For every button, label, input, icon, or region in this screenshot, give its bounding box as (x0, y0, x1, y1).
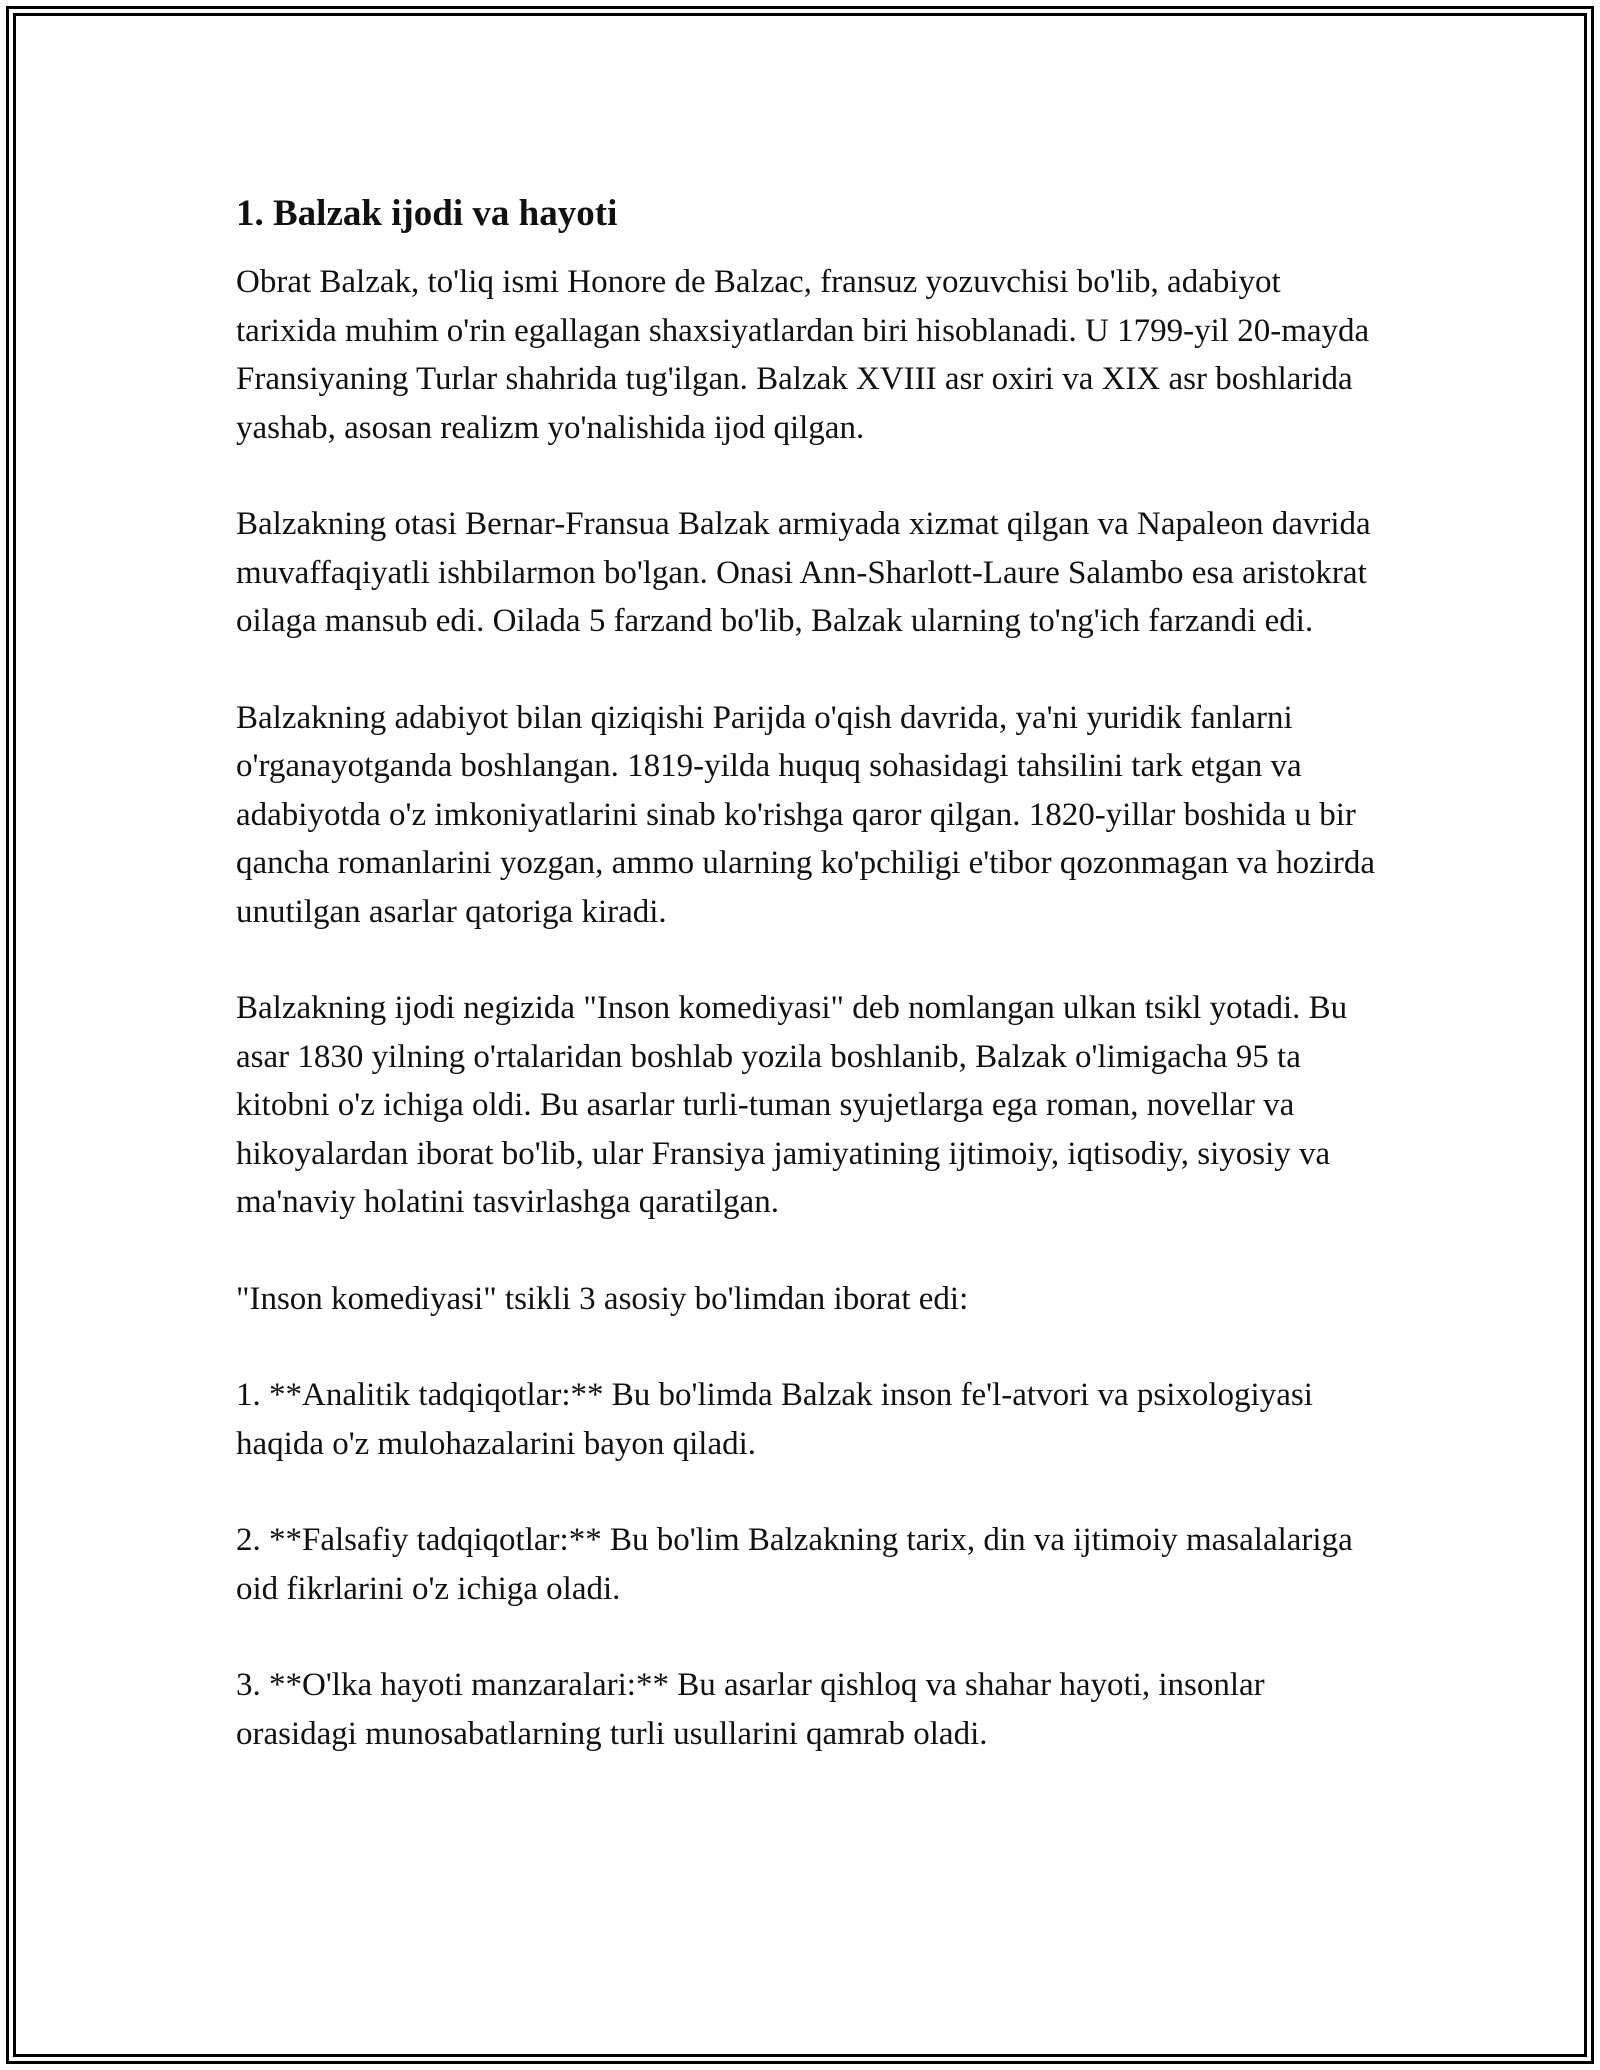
document-body (236, 188, 1386, 1806)
section-heading: 1. Balzak ijodi va hayoti (236, 193, 618, 234)
list-item-provincial-life: 3. **O'lka hayoti manzaralari:** Bu asarlar qishloq va shahar hayoti, insonlar orasidagi munosabatlarning turli usullarini qamrab oladi. (236, 1667, 1265, 1752)
paragraph-human-comedy: Balzakning ijodi negizida "Inson komediyasi" deb nomlangan ulkan tsikl yotadi. Bu asar 1830 yilning o'rtalaridan boshlab yozila boshlanib, Balzak o'limigacha 95 ta kitobni o'z ichiga oldi. Bu asarlar turli-tuman syujetlarga ega roman, novellar va hikoyalardan iborat bo'lib, ular Fransiya jamiyatining ijtimoiy, iqtisodiy, siyosiy va ma'naviy holatini tasvirlashga qaratilgan. (236, 990, 1348, 1220)
list-item-philosophical-studies: 2. **Falsafiy tadqiqotlar:** Bu bo'lim Balzakning tarix, din va ijtimoiy masalalariga oid fikrlarini o'z ichiga oladi. (236, 1522, 1353, 1607)
paragraph-sections-intro: "Inson komediyasi" tsikli 3 asosiy bo'limdan iborat edi: (236, 1280, 969, 1317)
paragraph-early-career: Balzakning adabiyot bilan qiziqishi Parijda o'qish davrida, ya'ni yuridik fanlarni o'rganayotganda boshlangan. 1819-yilda huquq sohasidagi tahsilini tark etgan va adabiyotda o'z imkoniyatlarini sinab ko'rishga qaror qilgan. 1820-yillar boshida u bir qancha romanlarini yozgan, ammo ularning ko'pchiligi e'tibor qozonmagan va hozirda unutilgan asarlar qatoriga kiradi. (236, 699, 1376, 930)
paragraph-intro: Obrat Balzak, to'liq ismi Honore de Balzac, fransuz yozuvchisi bo'lib, adabiyot tarixida muhim o'rin egallagan shaxsiyatlardan biri hisoblanadi. U 1799-yil 20-mayda Fransiyaning Turlar shahrida tug'ilgan. Balzak XVIII asr oxiri va XIX asr boshlarida yashab, asosan realizm yo'nalishida ijod qilgan. (236, 264, 1370, 446)
paragraph-family: Balzakning otasi Bernar-Fransua Balzak armiyada xizmat qilgan va Napaleon davrida muvaffaqiyatli ishbilarmon bo'lgan. Onasi Ann-Sharlott-Laure Salambo esa aristokrat oilaga mansub edi. Oilada 5 farzand bo'lib, Balzak ularning to'ng'ich farzandi edi. (236, 506, 1371, 639)
list-item-analytic-studies: 1. **Analitik tadqiqotlar:** Bu bo'limda Balzak inson fe'l-atvori va psixologiyasi haqida o'z mulohazalarini bayon qiladi. (236, 1377, 1313, 1462)
